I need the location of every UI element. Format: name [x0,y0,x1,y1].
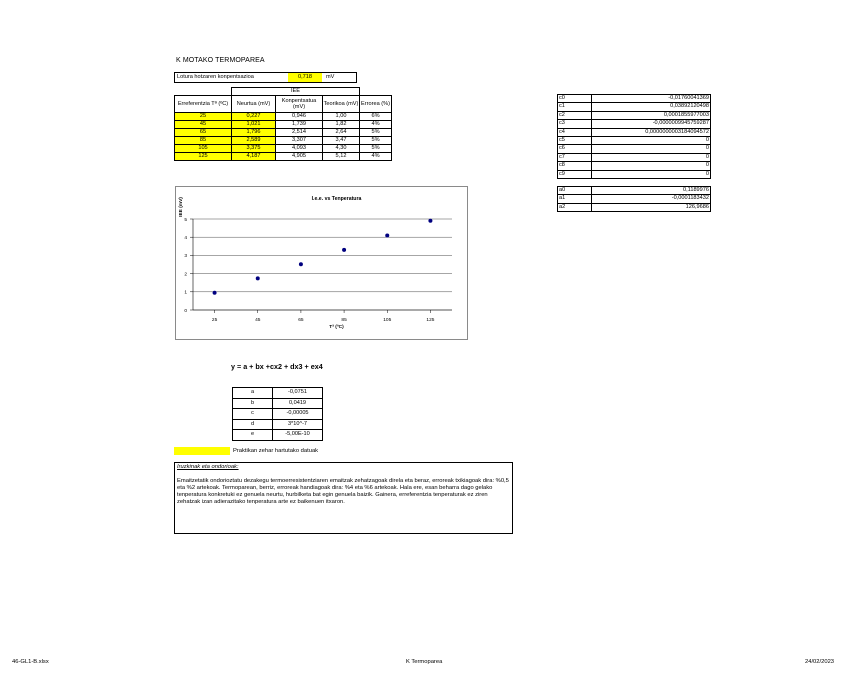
x-tick-label: 45 [255,318,261,323]
coefficient-name: c7 [558,153,592,161]
theoretical-cell: 1,00 [323,113,360,121]
iee-group-header: IEE [232,88,360,96]
reference-cell: 65 [175,129,232,137]
error-cell: 4% [360,153,392,161]
measurement-table [174,87,392,161]
y-tick-label: 5 [184,217,187,223]
error-cell: 5% [360,145,392,153]
coefficient-value: 0,0001855977003 [592,111,711,119]
header-theoretical: Teorikoa (mV) [323,96,360,113]
header-reference: Erreferentzia Tª (ºC) [175,96,232,113]
table-row [175,153,392,161]
data-point [299,262,303,266]
c-coefficient-row [558,162,711,170]
c-coefficient-table [557,94,711,179]
theoretical-cell: 5,12 [323,153,360,161]
a-coefficient-row [558,187,711,195]
x-tick-label: 85 [341,318,347,323]
data-point [385,234,389,238]
data-point [256,276,260,280]
regression-equation: y = a + bx +cx2 + dx3 + ex4 [231,362,323,371]
reference-cell: 105 [175,145,232,153]
comments-heading: Iruzkinak eta ondorioak: [177,464,239,470]
coefficient-row [233,430,323,441]
measured-cell: 4,187 [232,153,276,161]
footer-sheet-name: K Termoparea [406,659,443,665]
a-coefficient-row [558,195,711,203]
y-tick-label: 3 [184,254,187,260]
coefficient-name: c6 [558,145,592,153]
x-tick-label: 25 [211,318,218,323]
error-cell: 5% [360,129,392,137]
c-coefficient-row [558,153,711,161]
y-axis-label: IEE (mV) [179,197,184,217]
coefficient-name: b [233,398,273,409]
coefficient-value: 3*10^-7 [273,419,323,430]
coefficient-value: -0,0000009945759287 [592,120,711,128]
chart-container [175,186,468,340]
coefficient-value: 0,1189976 [592,187,711,195]
y-tick-label: 4 [184,236,187,241]
theoretical-cell: 3,47 [323,137,360,145]
footer-date: 24/02/2023 [805,659,835,665]
coefficient-value: -0,00005 [273,409,323,420]
table-row [175,137,392,145]
c-coefficient-row [558,137,711,145]
table-row [175,113,392,121]
error-cell: 5% [360,137,392,145]
coefficient-value: -0,01760041369 [592,95,711,103]
compensation-unit: mV [326,74,335,80]
c-coefficient-row [558,170,711,178]
coefficient-value: -0,0751 [273,388,323,399]
x-tick-label: 125 [426,318,435,323]
x-tick-label: 105 [383,318,392,323]
coefficient-name: c3 [558,120,592,128]
measured-cell: 2,589 [232,137,276,145]
measured-cell: 1,796 [232,129,276,137]
data-point [213,291,217,295]
reference-cell: 45 [175,121,232,129]
coefficient-row [233,419,323,430]
coefficient-name: a [233,388,273,399]
x-tick-label: 65 [298,318,304,323]
x-axis-label: Tª (ºC) [329,325,344,330]
compensation-row [174,72,357,83]
compensated-cell: 4,905 [276,153,323,161]
data-point [428,219,432,223]
coefficient-value: -0,0001183432 [592,195,711,203]
c-coefficient-row [558,111,711,119]
measured-cell: 0,227 [232,113,276,121]
yellow-legend-swatch [174,447,230,455]
theoretical-cell: 2,64 [323,129,360,137]
c-coefficient-row [558,95,711,103]
coefficient-value: 0,0419 [273,398,323,409]
a-coefficient-row [558,203,711,211]
footer-filename: 46-GL1-B.xlsx [12,659,49,665]
coefficient-name: d [233,419,273,430]
comments-box [174,462,513,534]
coefficient-value: 0,03892120498 [592,103,711,111]
compensation-label: Lotura hotzaren konpentsazioa [177,74,254,80]
coefficient-value: 0 [592,145,711,153]
coefficient-row [233,409,323,420]
coefficient-name: a0 [558,187,592,195]
coefficient-value: 0 [592,170,711,178]
c-coefficient-row [558,120,711,128]
coefficient-name: c8 [558,162,592,170]
a-coefficient-table [557,186,711,212]
yellow-legend-text: Praktikan zehar hartutako datuak [233,448,319,454]
compensated-cell: 2,514 [276,129,323,137]
header-error: Errorea (%) [360,96,392,113]
coefficient-name: c0 [558,95,592,103]
c-coefficient-row [558,145,711,153]
c-coefficient-row [558,103,711,111]
coefficient-name: c4 [558,128,592,136]
chart-title: I.e.e. vs Tenperatura [311,196,362,202]
coefficient-row [233,398,323,409]
table-row [175,145,392,153]
y-tick-label: 1 [184,290,187,296]
comments-text: Emaitzetatik ondorioztatu dezakegu termoerresistentziaren emaitzak zehatzagoak direla eta beraz, erroreak txikiagoak dira: %0,5 eta %2 artekoak. Termoparean, berriz, erroreak handiagoak dira: %4 eta %6 artekoak. Hala ere, esan beharra dago gelako tenperatura konkretuki ez genuela neurtu, hurbilketa bat egin genuela baizik. Gainera, erreferentzia tenperaturak ez ziren zehatzak izan adierazitako tenperatura arte ez baikenuen itxaron. [177,478,509,506]
coefficient-name: c5 [558,137,592,145]
iee-vs-temperature-chart [176,187,467,339]
coefficient-name: a1 [558,195,592,203]
c-coefficient-row [558,128,711,136]
error-cell: 4% [360,121,392,129]
y-tick-label: 2 [184,272,187,278]
coefficient-name: a2 [558,203,592,211]
coefficient-value: 126,9686 [592,203,711,211]
table-row [175,121,392,129]
regression-coefficients-table [232,387,323,441]
coefficient-row [233,388,323,399]
y-tick-label: 0 [184,308,187,314]
coefficient-name: c9 [558,170,592,178]
header-compensated: Konpentsatua (mV) [276,96,323,113]
coefficient-value: 0 [592,162,711,170]
measured-cell: 3,375 [232,145,276,153]
compensated-cell: 4,093 [276,145,323,153]
compensated-cell: 1,739 [276,121,323,129]
compensation-value: 0,718 [288,73,322,82]
page-title: K MOTAKO TERMOPAREA [176,57,265,64]
coefficient-name: e [233,430,273,441]
coefficient-value: 0 [592,153,711,161]
table-row [175,129,392,137]
error-cell: 6% [360,113,392,121]
coefficient-name: c1 [558,103,592,111]
header-measured: Neurtua (mV) [232,96,276,113]
coefficient-value: -5,00E-10 [273,430,323,441]
compensated-cell: 3,307 [276,137,323,145]
reference-cell: 85 [175,137,232,145]
coefficient-value: 0,0000000003184094572 [592,128,711,136]
reference-cell: 25 [175,113,232,121]
compensated-cell: 0,946 [276,113,323,121]
theoretical-cell: 1,82 [323,121,360,129]
reference-cell: 125 [175,153,232,161]
coefficient-name: c [233,409,273,420]
theoretical-cell: 4,30 [323,145,360,153]
measured-cell: 1,021 [232,121,276,129]
data-point [342,248,346,252]
coefficient-name: c2 [558,111,592,119]
coefficient-value: 0 [592,137,711,145]
